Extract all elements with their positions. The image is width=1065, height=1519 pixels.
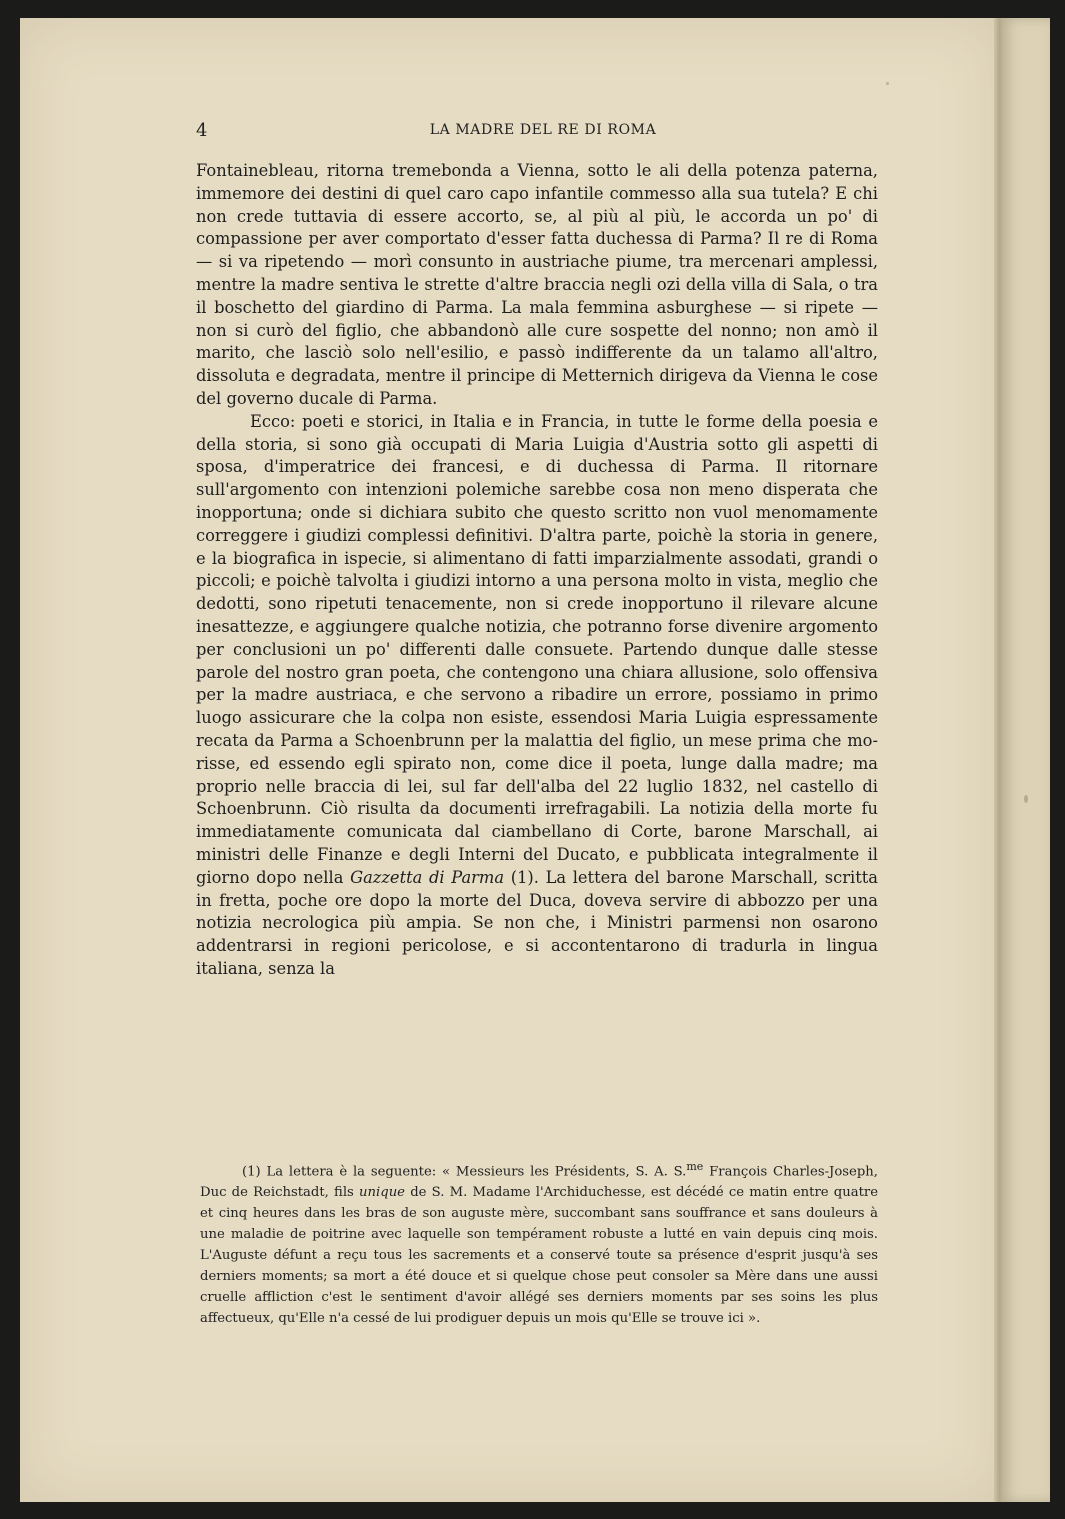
footnote-text [200,1156,878,1329]
next-page-edge [1000,18,1050,1502]
page-speck [886,82,889,85]
newspaper-title: Gazzetta di Parma [350,867,505,887]
page-speck [1024,795,1028,803]
page-number: 4 [196,120,208,141]
main-text [196,160,878,981]
superscript: me [686,1160,704,1173]
running-title: LA MADRE DEL RE DI ROMA [429,122,657,138]
footnote-reference: (1) [510,867,534,887]
footnote-part: de S. M. Madame l'Archiduchesse, est décédé ce matin entre quatre et cinq heures dans les bras de son auguste mère, succombant sans souffrance et sans douleurs à une maladie de poitrine avec laquelle son tempérament robuste a lutté en vain depuis cinq mois. L'Auguste défunt a reçu tous les sacrements et a conservé toute sa présence d'esprit jusqu'à ses derniers moments; sa mort a été douce et si quelque chose peut consoler sa Mère dans une aussi cruelle affliction c'est le sentiment d'avoir allégé ses derniers moments par ses soins les plus affectueux, qu'Elle n'a cessé de lui prodiguer depuis un mois qu'Elle se trouve ici ». [200,1185,878,1327]
running-head [196,120,878,144]
footnote-part: François Charles-Joseph, Duc de Reichstadt, fils [200,1164,878,1201]
paragraph [196,411,878,981]
paragraph: Fontainebleau, ritorna tremebonda a Vienna, sotto le ali della potenza paterna, immemore dei destini di quel caro capo infantile commesso alla sua tutela? E chi non crede tuttavia di essere accorto, se, al più al più, le accorda un po' di compassione per aver comportato d'esser fatta duchessa di Parma? Il re di Roma — si va ripetendo — morì consunto in austriache piume, tra mercenari amplessi, mentre la madre sentiva le strette d'altre braccia negli ozi della villa di Sala, o tra il boschetto del giardino di Parma. La mala femmina asburghese — si ripete — non si curò del figlio, che abbandonò alle cure sospette del nonno; non amò il marito, che lasciò solo nell'esilio, e passò indifferente da un talamo all'altro, dissoluta e degradata, mentre il principe di Metternich dirigeva da Vienna le cose del governo ducale di Parma. [196,161,878,408]
paragraph-text: . La lettera del barone Marschall, scritta in fretta, poche ore dopo la morte del Duca, doveva servire di abbozzo per una notizia necrologica più ampia. Se non che, i Ministri parmensi non osarono addentrarsi in regioni pericolose, e si accontentarono di tradurla in lingua italiana, senza la [196,867,878,978]
footnote-intro: La lettera è la seguente: « Messieurs les Présidents, S. A. S. [266,1164,687,1180]
footnote-marker: (1) [242,1164,261,1180]
footnote [200,1156,878,1329]
paragraph-text: Ecco: poeti e storici, in Italia e in Francia, in tutte le forme della poesia e della storia, si sono già occupati di Maria Luigia d'Austria sotto gli aspetti di sposa, d'imperatrice dei francesi, e di duchessa di Parma. Il ritornare sull'argomento con intenzioni polemiche sarebbe cosa non meno disperata che inopportuna; onde si dichiara subito che questo scritto non vuol menomamente correggere i giudizi complessi definitivi. D'altra parte, poichè la storia in genere, e la biografica in ispecie, si alimentano di fatti imparzialmente assodati, grandi o piccoli; e poichè talvolta i giudizi intorno a una persona molto in vista, meglio che dedotti, sono ripetuti tenacemente, non si crede inopportuno il rilevare alcune inesattezze, e aggiungere qualche notizia, che potranno forse divenire argomento per conclusioni un po' differenti dalle consuete. Partendo dunque dalle stesse parole del nostro gran poeta, che contengono una chiara allusione, solo offensiva per la madre austriaca, e che servono a ribadire un errore, possiamo in primo luogo assicurare che la colpa non esiste, essendosi Maria Luigia espressamente recata da Parma a Schoenbrunn per la malattia del figlio, un mese prima che morisse, ed essendo egli spirato non, come dice il poeta, lunge dalla madre; ma proprio nelle braccia di lei, sul far dell'alba del 22 luglio 1832, nel castello di Schoenbrunn. Ciò risulta da documenti irrefragabili. La notizia della morte fu immediatamente comunicata dal ciambellano di Corte, barone Marschall, ai ministri delle Finanze e degli Interni del Ducato, e pubblicata integralmente il giorno dopo nella [196,411,878,887]
emphasis-word: unique [359,1185,405,1201]
